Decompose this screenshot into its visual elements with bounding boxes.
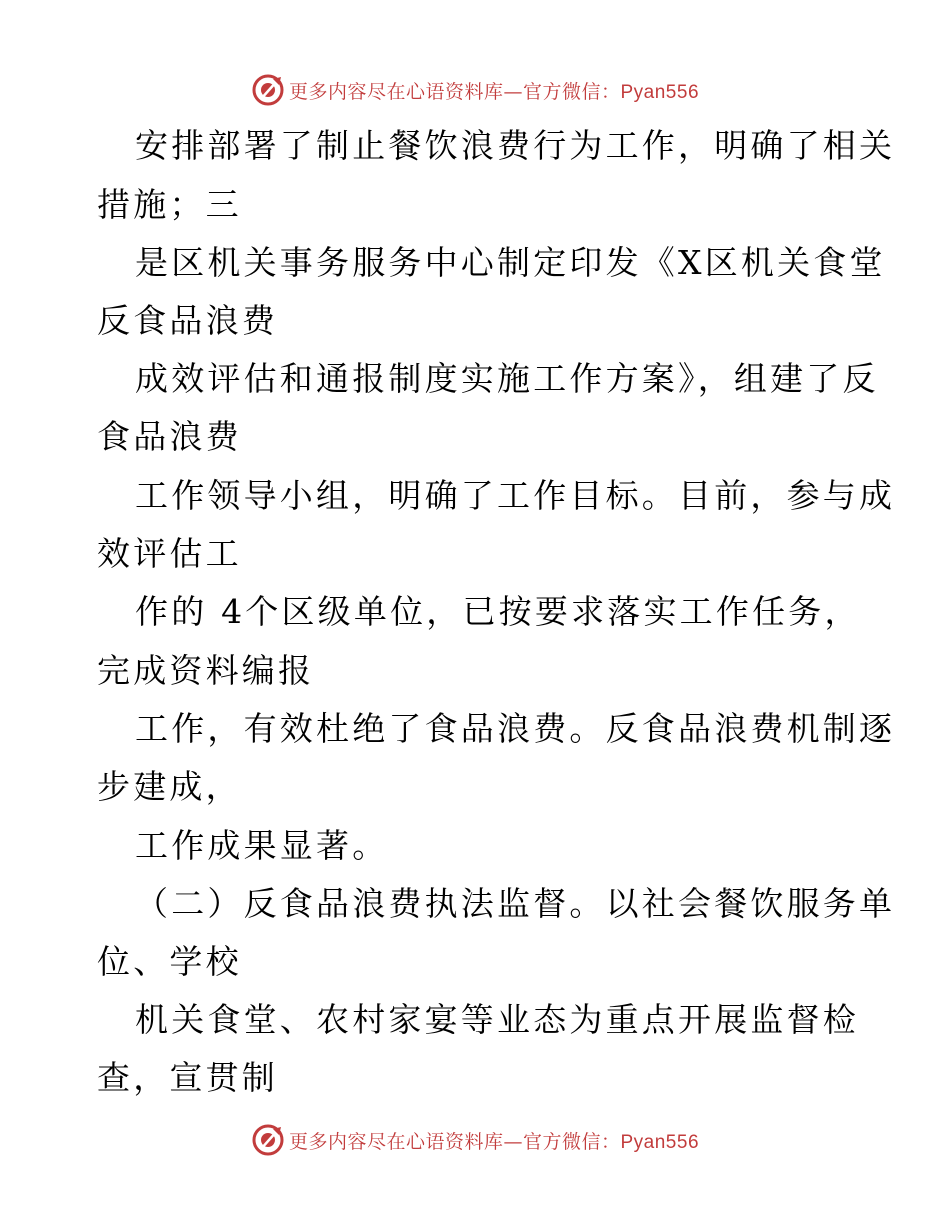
text-line: 步建成， [97, 767, 242, 806]
text-line: 作的 4个区级单位，已按要求落实工作任务， [135, 592, 861, 631]
text-line: 食品浪费 [97, 417, 242, 456]
text-line: 机关食堂、农村家宴等业态为重点开展监督检 [135, 1000, 859, 1039]
text-line: 工作成果显著。 [135, 826, 389, 865]
logo-seal-icon [251, 1123, 285, 1157]
watermark-wechat-id: Pyan556 [620, 1131, 700, 1153]
text-line: 效评估工 [97, 534, 242, 573]
text-line: 工作领导小组，明确了工作目标。目前，参与成 [135, 476, 896, 515]
watermark-text: 更多内容尽在心语资料库—官方微信：Pyan556 [288, 80, 700, 103]
text-line: 反食品浪费 [97, 301, 278, 340]
text-line: 位、学校 [97, 942, 242, 981]
text-line: 安排部署了制止餐饮浪费行为工作，明确了相关 [135, 126, 896, 165]
watermark-text: 更多内容尽在心语资料库—官方微信：Pyan556 [288, 1130, 700, 1153]
footer-watermark [0, 1120, 950, 1160]
text-line: 完成资料编报 [97, 651, 315, 690]
text-line: 措施；三 [97, 185, 242, 224]
text-line: 查，宣贯制 [97, 1058, 278, 1097]
text-line: 工作，有效杜绝了食品浪费。反食品浪费机制逐 [135, 709, 896, 748]
text-line: 成效评估和通报制度实施工作方案》，组建了反 [135, 359, 879, 398]
text-line: 是区机关事务服务中心制定印发《X区机关食堂 [135, 243, 886, 282]
watermark-wechat-id: Pyan556 [620, 81, 700, 103]
text-line: （二）反食品浪费执法监督。以社会餐饮服务单 [135, 884, 896, 923]
